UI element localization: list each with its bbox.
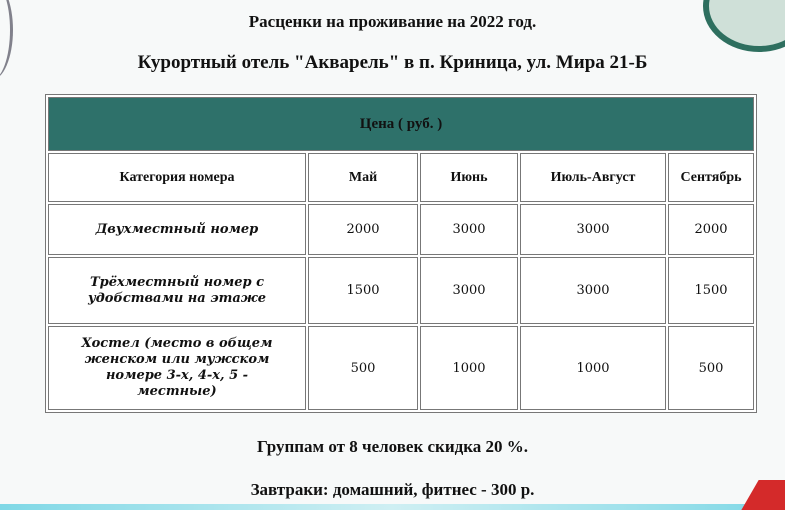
price-cell: 2000	[308, 204, 418, 255]
price-cell: 1500	[668, 257, 754, 324]
column-header: Июль-Август	[520, 153, 666, 202]
table-row	[48, 204, 754, 255]
column-header: Май	[308, 153, 418, 202]
column-header: Июнь	[420, 153, 518, 202]
discount-note: Группам от 8 человек скидка 20 %.	[256, 437, 529, 456]
price-cell: 3000	[420, 257, 518, 324]
price-cell: 3000	[520, 257, 666, 324]
column-header: Сентябрь	[668, 153, 754, 202]
table-row	[48, 326, 754, 410]
column-header: Категория номера	[48, 153, 306, 202]
price-cell: 3000	[520, 204, 666, 255]
price-table	[45, 94, 757, 413]
room-category: Двухместный номер	[48, 204, 306, 255]
price-cell: 1000	[420, 326, 518, 410]
page-title: Расценки на проживание на 2022 год.	[248, 12, 537, 31]
table-row	[48, 257, 754, 324]
price-cell: 500	[308, 326, 418, 410]
price-cell: 3000	[420, 204, 518, 255]
price-cell: 2000	[668, 204, 754, 255]
breakfast-note: Завтраки: домашний, фитнес - 300 р.	[250, 480, 535, 499]
hotel-address: Курортный отель "Акварель" в п. Криница, ул. Мира 21-Б	[137, 52, 648, 73]
price-cell: 1500	[308, 257, 418, 324]
room-category: Хостел (место в общем женском или мужском номере 3-х, 4-х, 5 - местные)	[48, 326, 306, 410]
price-cell: 500	[668, 326, 754, 410]
price-cell: 1000	[520, 326, 666, 410]
room-category: Трёхместный номер с удобствами на этаже	[48, 257, 306, 324]
decorative-stripe	[0, 504, 785, 510]
table-caption: Цена ( руб. )	[48, 97, 754, 151]
